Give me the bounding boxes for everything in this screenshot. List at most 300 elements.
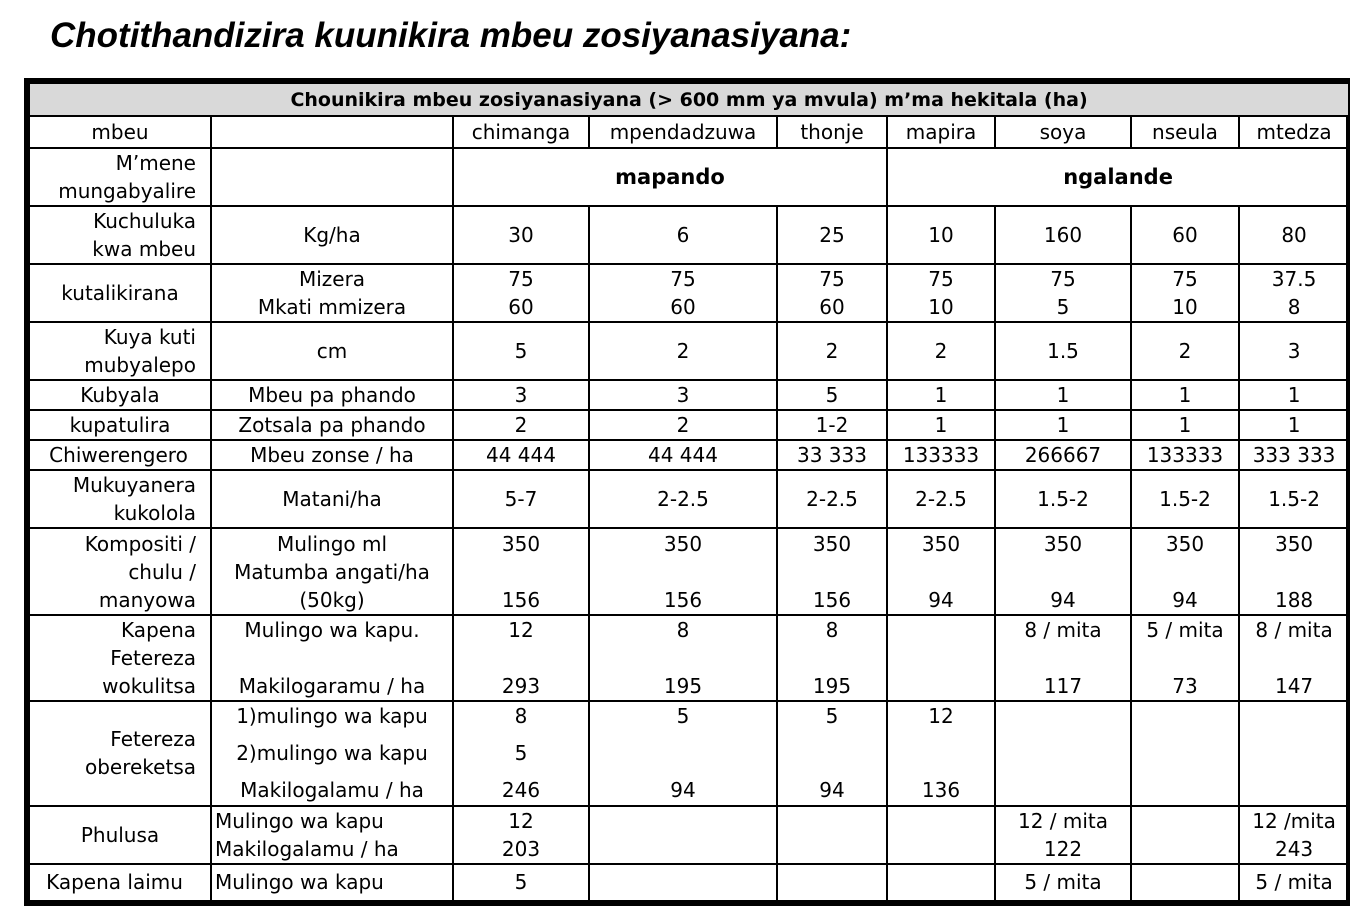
value-line: 75 (508, 267, 534, 292)
value-cell (887, 806, 995, 864)
value-cell (453, 701, 589, 806)
compost-row (29, 528, 1349, 614)
value-cell (995, 380, 1131, 410)
label-line: Mukuyanera (72, 473, 196, 498)
sub-line: (50kg) (299, 587, 365, 612)
basal-fertilizer-sub (211, 615, 453, 701)
header-crop: soya (995, 116, 1131, 148)
value-line: 94 (1050, 587, 1076, 612)
spacer (781, 558, 883, 586)
sub-line: Matumba angati/ha (234, 559, 430, 584)
value-cell (887, 264, 995, 322)
value-line: 333 333 (1252, 443, 1336, 468)
spacer (1243, 558, 1345, 586)
harvest-label (29, 470, 211, 528)
value-line: 12 (928, 704, 954, 729)
value-cell (1131, 528, 1239, 614)
value-cell (1239, 440, 1349, 470)
value-line: 350 (501, 531, 541, 556)
seed-rate-unit: Kg/ha (211, 206, 453, 264)
value-line: 94 (670, 778, 696, 803)
header-crop: mapira (887, 116, 995, 148)
sub-line: Makilogalamu / ha (240, 778, 424, 803)
spacer (781, 767, 883, 776)
value-line (593, 807, 773, 835)
value-cell (995, 615, 1131, 701)
value-line (891, 739, 991, 767)
value-line: 3 (514, 383, 528, 408)
label-line: wokulitsa (102, 673, 196, 698)
label-line: mubyalepo (84, 353, 196, 378)
spacer (593, 767, 773, 776)
value-line: 1.5-2 (1159, 487, 1211, 512)
value-line: 3 (1287, 339, 1301, 364)
population-label: Chiwerengero (29, 440, 211, 470)
header-crop: nseula (1131, 116, 1239, 148)
value-line: 33 333 (797, 443, 867, 468)
spacer (1243, 644, 1345, 672)
header-crop: thonje (777, 116, 887, 148)
spacer (1135, 558, 1235, 586)
value-cell (887, 864, 995, 901)
value-line: 2 (825, 339, 839, 364)
ash-label: Phulusa (29, 806, 211, 864)
value-line (891, 835, 991, 863)
value-line: 10 (928, 223, 954, 248)
sub-line: Makilogalamu / ha (215, 836, 399, 861)
value-line: 94 (1172, 587, 1198, 612)
label-line: Fetereza (110, 727, 196, 752)
value-line (999, 776, 1127, 804)
value-cell (995, 528, 1131, 614)
spacer (1135, 644, 1235, 672)
spacer (1243, 767, 1345, 776)
spacer (215, 730, 449, 739)
value-line (891, 868, 991, 896)
value-line: 350 (921, 531, 961, 556)
value-line: 243 (1274, 836, 1314, 861)
value-cell (1131, 440, 1239, 470)
spacer (1135, 767, 1235, 776)
value-line: 5 (514, 339, 528, 364)
value-cell (777, 701, 887, 806)
spacer (891, 644, 991, 672)
thinning-row (29, 410, 1349, 440)
value-cell (777, 380, 887, 410)
value-line (593, 739, 773, 767)
label-line: M’mene (115, 151, 196, 176)
value-line: 2 (676, 339, 690, 364)
value-cell (589, 206, 777, 264)
harvest-row (29, 470, 1349, 528)
seed-rate-row (29, 206, 1349, 264)
value-cell (1131, 806, 1239, 864)
label-line: Kapena (121, 617, 196, 642)
value-cell (1239, 864, 1349, 901)
value-line: 1 (1287, 383, 1301, 408)
value-line: 156 (812, 587, 852, 612)
spacer (457, 767, 585, 776)
value-line: 8 (825, 617, 839, 642)
value-cell (995, 806, 1131, 864)
value-line: 30 (508, 223, 534, 248)
label-line: chulu / (128, 559, 196, 584)
sowing-label: Kubyala (29, 380, 211, 410)
spacer (215, 644, 449, 672)
value-line: 5 (825, 704, 839, 729)
value-line: 5-7 (504, 487, 538, 512)
depth-label (29, 322, 211, 380)
lime-row (29, 864, 1349, 901)
value-cell (453, 864, 589, 901)
spacer (999, 644, 1127, 672)
value-cell (453, 380, 589, 410)
value-line (999, 739, 1127, 767)
value-cell (777, 470, 887, 528)
planting-time-row (29, 148, 1349, 206)
sowing-sub: Mbeu pa phando (211, 380, 453, 410)
value-cell (1239, 470, 1349, 528)
planting-time-label (29, 148, 211, 206)
value-line: 1-2 (815, 413, 849, 438)
value-cell (453, 615, 589, 701)
value-cell (453, 264, 589, 322)
header-row (29, 116, 1349, 148)
value-cell (589, 380, 777, 410)
lime-label: Kapena laimu (29, 864, 211, 901)
value-line (781, 807, 883, 835)
value-line: 266667 (1024, 443, 1102, 468)
spacer (999, 730, 1127, 739)
value-line: 44 444 (648, 443, 718, 468)
value-line: 8 (514, 704, 528, 729)
value-line (781, 739, 883, 767)
spacing-label: kutalikirana (29, 264, 211, 322)
value-cell (887, 470, 995, 528)
value-cell (887, 701, 995, 806)
spacer (215, 767, 449, 776)
value-line (1135, 702, 1235, 730)
value-cell (777, 806, 887, 864)
label-line: Fetereza (110, 645, 196, 670)
sowing-row (29, 380, 1349, 410)
value-cell (453, 322, 589, 380)
value-line: 350 (812, 531, 852, 556)
value-line: 44 444 (486, 443, 556, 468)
value-cell (589, 470, 777, 528)
value-line: 133333 (902, 443, 980, 468)
value-line: 60 (1172, 223, 1198, 248)
value-cell (589, 410, 777, 440)
value-line: 5 (676, 704, 690, 729)
value-line: 12 (508, 808, 534, 833)
value-line: 5 (1056, 295, 1070, 320)
table-banner: Chounikira mbeu zosiyanasiyana (> 600 mm ya mvula) m’ma hekitala (ha) (29, 83, 1349, 116)
value-cell (995, 470, 1131, 528)
value-line: 8 (676, 617, 690, 642)
value-cell (777, 410, 887, 440)
depth-unit: cm (211, 322, 453, 380)
value-cell (1239, 615, 1349, 701)
value-cell (887, 440, 995, 470)
value-cell (1239, 528, 1349, 614)
value-line: 1 (1287, 413, 1301, 438)
value-cell (887, 380, 995, 410)
value-line (999, 702, 1127, 730)
thinning-label: kupatulira (29, 410, 211, 440)
value-line: 5 (514, 741, 528, 766)
value-line: 60 (819, 295, 845, 320)
harvest-unit: Matani/ha (211, 470, 453, 528)
blank-cell (211, 148, 453, 206)
value-line: 10 (928, 295, 954, 320)
value-cell (1239, 410, 1349, 440)
value-line: 1 (1056, 413, 1070, 438)
value-line: 2-2.5 (915, 487, 967, 512)
spacing-sub (211, 264, 453, 322)
spacer (457, 644, 585, 672)
value-cell (589, 264, 777, 322)
page-title: Chotithandizira kuunikira mbeu zosiyanasiyana: (50, 16, 852, 55)
population-sub: Mbeu zonse / ha (211, 440, 453, 470)
value-line: 1 (1056, 383, 1070, 408)
value-line: 195 (663, 673, 703, 698)
value-cell (453, 470, 589, 528)
value-line (1135, 835, 1235, 863)
ash-sub (211, 806, 453, 864)
value-line (781, 868, 883, 896)
spacer (891, 767, 991, 776)
spacer (457, 730, 585, 739)
value-cell (777, 615, 887, 701)
seed-rate-table (24, 78, 1350, 906)
value-line: 75 (928, 267, 954, 292)
value-line: 75 (1172, 267, 1198, 292)
value-line: 12 (508, 617, 534, 642)
value-line: 246 (501, 778, 541, 803)
value-line: 147 (1274, 673, 1314, 698)
value-line: 94 (928, 587, 954, 612)
value-line: 2 (514, 413, 528, 438)
value-cell (887, 410, 995, 440)
value-line: 2 (934, 339, 948, 364)
value-cell (777, 264, 887, 322)
value-line: 156 (663, 587, 703, 612)
sub-line: 2)mulingo wa kapu (236, 741, 428, 766)
ash-row (29, 806, 1349, 864)
header-blank (211, 116, 453, 148)
value-cell (777, 440, 887, 470)
value-line: 5 / mita (1255, 870, 1333, 895)
planting-group-furrows: ngalande (887, 148, 1349, 206)
header-crop: mtedza (1239, 116, 1349, 148)
value-line: 2-2.5 (657, 487, 709, 512)
seed-grid (28, 82, 1350, 902)
value-cell (887, 615, 995, 701)
lime-sub: Mulingo wa kapu (211, 864, 453, 901)
value-cell (1239, 322, 1349, 380)
value-cell (995, 264, 1131, 322)
value-cell (777, 322, 887, 380)
basal-fertilizer-label (29, 615, 211, 701)
value-line: 75 (670, 267, 696, 292)
value-line (1243, 776, 1345, 804)
value-cell (1239, 380, 1349, 410)
top-dress-label (29, 701, 211, 806)
value-line: 122 (1043, 836, 1083, 861)
value-cell (995, 864, 1131, 901)
sub-line: Mkati mmizera (257, 295, 407, 320)
value-cell (777, 864, 887, 901)
value-line (891, 672, 991, 700)
spacer (781, 644, 883, 672)
value-cell (589, 528, 777, 614)
value-cell (1239, 701, 1349, 806)
spacing-row (29, 264, 1349, 322)
value-line: 60 (670, 295, 696, 320)
value-line: 6 (676, 223, 690, 248)
value-line (593, 868, 773, 896)
value-line: 1.5 (1047, 339, 1079, 364)
value-line: 350 (663, 531, 703, 556)
seed-rate-label (29, 206, 211, 264)
spacer (593, 558, 773, 586)
spacer (593, 644, 773, 672)
value-line (593, 835, 773, 863)
spacer (1243, 730, 1345, 739)
value-line: 117 (1043, 673, 1083, 698)
value-line: 136 (921, 778, 961, 803)
value-line: 80 (1281, 223, 1307, 248)
value-cell (1131, 864, 1239, 901)
value-cell (887, 206, 995, 264)
sub-line: Mulingo wa kapu (215, 808, 384, 833)
value-cell (1131, 380, 1239, 410)
spacer (781, 730, 883, 739)
sub-line: 1)mulingo wa kapu (236, 704, 428, 729)
value-line (891, 807, 991, 835)
value-line: 5 (825, 383, 839, 408)
value-line: 1.5-2 (1268, 487, 1320, 512)
value-line: 8 / mita (1024, 617, 1102, 642)
value-cell (1131, 410, 1239, 440)
value-line: 156 (501, 587, 541, 612)
value-cell (1131, 206, 1239, 264)
header-crop: mpendadzuwa (589, 116, 777, 148)
value-line: 8 (1287, 295, 1301, 320)
spacer (593, 730, 773, 739)
value-cell (453, 440, 589, 470)
value-cell (1239, 806, 1349, 864)
value-line: 94 (819, 778, 845, 803)
value-cell (995, 206, 1131, 264)
value-line (1135, 739, 1235, 767)
value-cell (995, 322, 1131, 380)
value-line: 5 (514, 870, 528, 895)
value-line: 25 (819, 223, 845, 248)
value-line: 75 (1050, 267, 1076, 292)
value-line: 2 (1178, 339, 1192, 364)
value-cell (777, 206, 887, 264)
header-crop-label: mbeu (29, 116, 211, 148)
value-line: 60 (508, 295, 534, 320)
sub-line: Makilogaramu / ha (238, 673, 426, 698)
top-dress-row (29, 701, 1349, 806)
label-line: Kuchuluka (93, 209, 196, 234)
value-line: 1 (934, 413, 948, 438)
compost-label (29, 528, 211, 614)
value-line (1243, 702, 1345, 730)
value-cell (589, 864, 777, 901)
compost-sub (211, 528, 453, 614)
depth-row (29, 322, 1349, 380)
value-line: 5 / mita (1024, 870, 1102, 895)
value-line (781, 835, 883, 863)
value-cell (453, 410, 589, 440)
value-cell (453, 206, 589, 264)
top-dress-sub (211, 701, 453, 806)
value-cell (453, 806, 589, 864)
value-cell (589, 322, 777, 380)
value-line: 3 (676, 383, 690, 408)
value-line (1243, 739, 1345, 767)
value-line: 350 (1274, 531, 1314, 556)
value-line: 75 (819, 267, 845, 292)
spacer (1135, 730, 1235, 739)
value-cell (995, 410, 1131, 440)
population-row (29, 440, 1349, 470)
value-cell (1239, 206, 1349, 264)
value-line: 10 (1172, 295, 1198, 320)
label-line: Kuya kuti (103, 325, 196, 350)
value-line: 188 (1274, 587, 1314, 612)
spacer (891, 730, 991, 739)
value-cell (1131, 322, 1239, 380)
label-line: kukolola (113, 501, 196, 526)
value-line: 1 (934, 383, 948, 408)
thinning-sub: Zotsala pa phando (211, 410, 453, 440)
label-line: kwa mbeu (92, 237, 196, 262)
value-line: 12 / mita (1017, 808, 1109, 833)
value-cell (995, 701, 1131, 806)
value-line: 2-2.5 (806, 487, 858, 512)
value-line: 195 (812, 673, 852, 698)
value-cell (1239, 264, 1349, 322)
value-line: 37.5 (1271, 267, 1317, 292)
value-cell (887, 322, 995, 380)
label-line: mungabyalire (58, 179, 196, 204)
value-line: 1 (1178, 413, 1192, 438)
value-cell (1131, 701, 1239, 806)
sub-line: Mizera (298, 267, 366, 292)
header-crop: chimanga (453, 116, 589, 148)
label-line: manyowa (98, 587, 196, 612)
sub-line: Mulingo wa kapu. (244, 617, 420, 642)
value-cell (589, 615, 777, 701)
spacer (457, 558, 585, 586)
value-cell (995, 440, 1131, 470)
value-cell (1131, 264, 1239, 322)
value-line: 1 (1178, 383, 1192, 408)
spacer (891, 558, 991, 586)
value-line: 160 (1043, 223, 1083, 248)
value-line: 2 (676, 413, 690, 438)
planting-group-ridges: mapando (453, 148, 887, 206)
value-line: 8 / mita (1255, 617, 1333, 642)
value-cell (1131, 470, 1239, 528)
value-line (1135, 807, 1235, 835)
basal-fertilizer-row (29, 615, 1349, 701)
